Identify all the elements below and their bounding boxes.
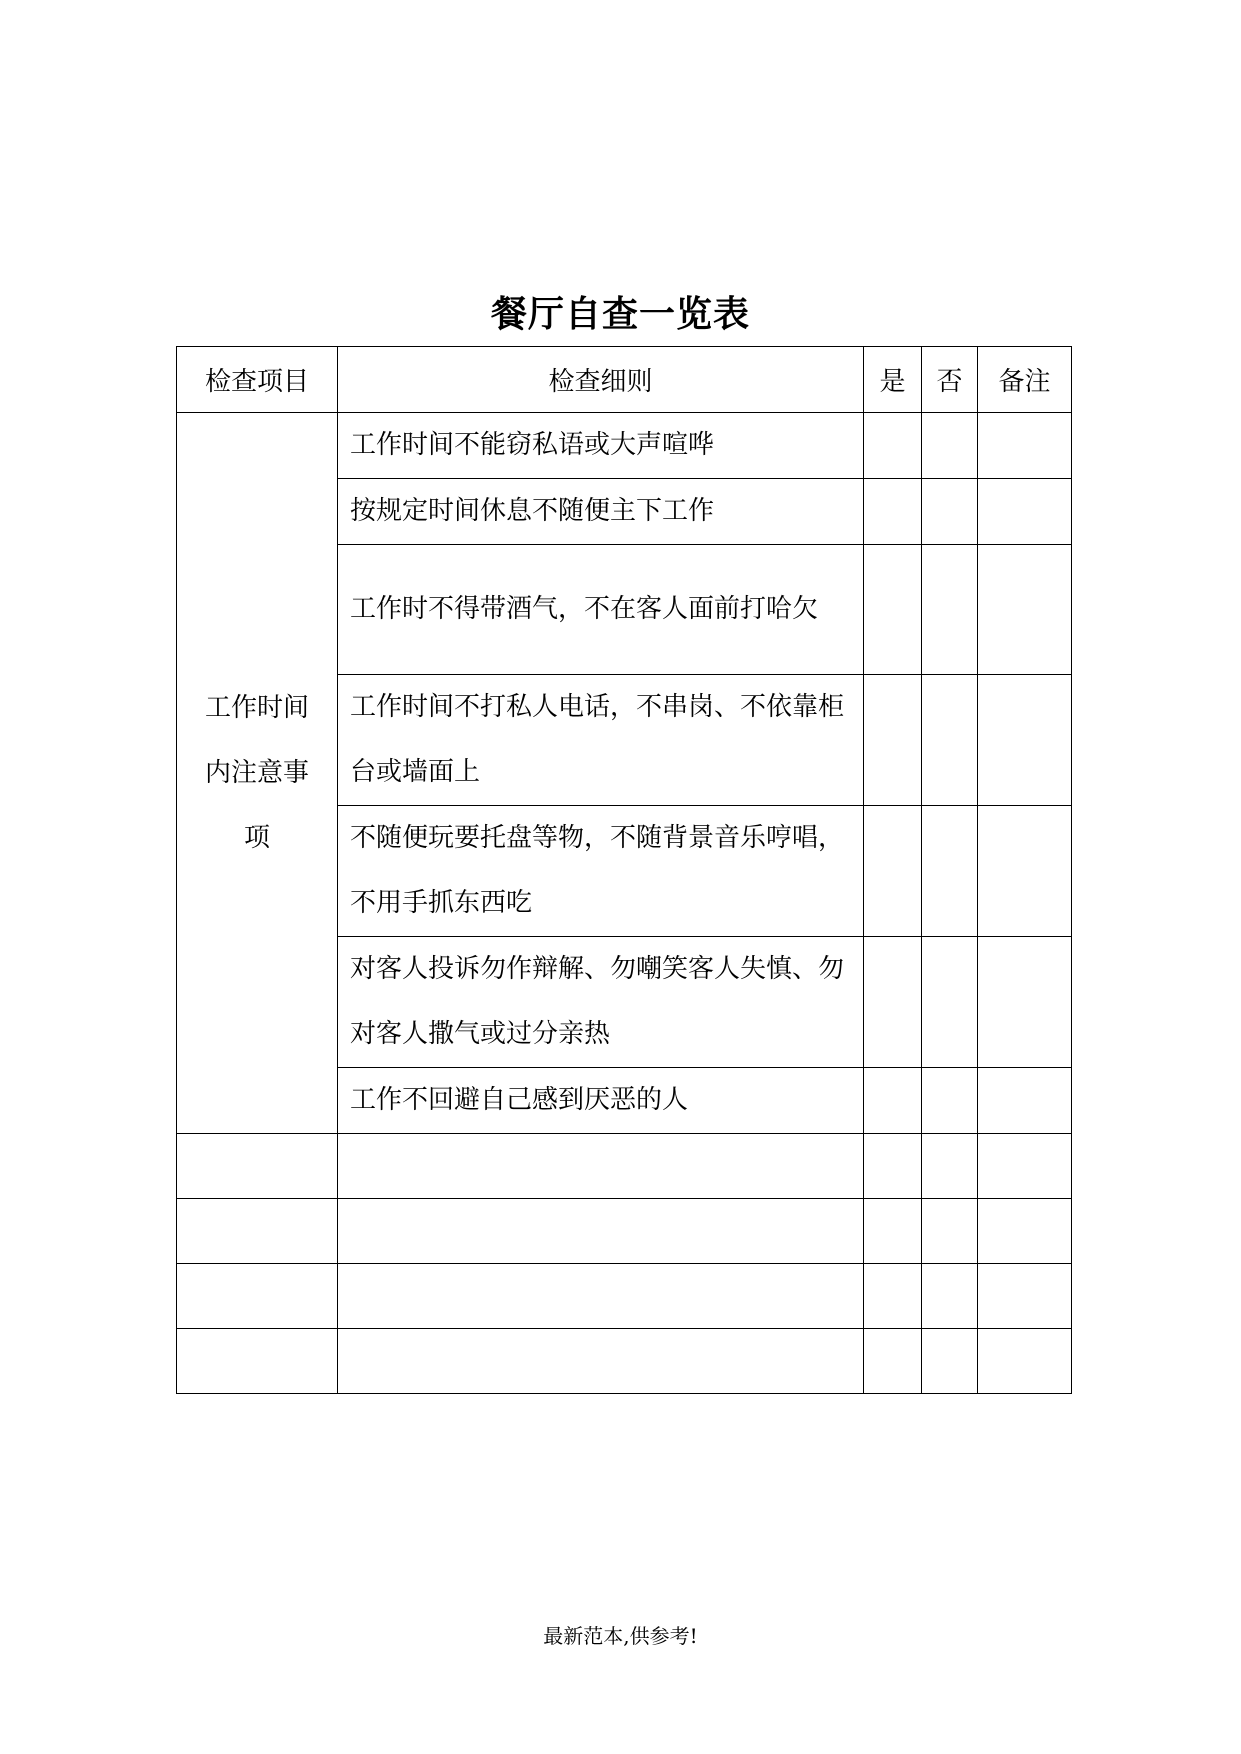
no-cell[interactable] (922, 1329, 978, 1394)
no-cell[interactable] (922, 413, 978, 479)
remark-cell[interactable] (978, 1329, 1072, 1394)
remark-cell[interactable] (978, 675, 1072, 806)
empty-detail-cell[interactable] (338, 1329, 864, 1394)
yes-cell[interactable] (864, 413, 922, 479)
empty-item-cell[interactable] (177, 1199, 338, 1264)
yes-cell[interactable] (864, 1068, 922, 1134)
yes-cell[interactable] (864, 1199, 922, 1264)
remark-cell[interactable] (978, 1264, 1072, 1329)
no-cell[interactable] (922, 545, 978, 675)
remark-cell[interactable] (978, 479, 1072, 545)
empty-row (177, 1329, 1072, 1394)
remark-cell[interactable] (978, 1199, 1072, 1264)
detail-cell: 对客人投诉勿作辩解、勿嘲笑客人失慎、勿对客人撒气或过分亲热 (338, 937, 864, 1068)
header-remark: 备注 (978, 347, 1072, 413)
no-cell[interactable] (922, 1068, 978, 1134)
document-title: 餐厅自查一览表 (490, 294, 750, 335)
no-cell[interactable] (922, 1134, 978, 1199)
empty-detail-cell[interactable] (338, 1264, 864, 1329)
remark-cell[interactable] (978, 545, 1072, 675)
empty-detail-cell[interactable] (338, 1199, 864, 1264)
inspection-table (176, 346, 1072, 1394)
yes-cell[interactable] (864, 937, 922, 1068)
table-header-row (177, 347, 1072, 413)
detail-cell: 工作时间不能窃私语或大声喧哗 (338, 413, 864, 479)
remark-cell[interactable] (978, 1134, 1072, 1199)
empty-detail-cell[interactable] (338, 1134, 864, 1199)
header-detail: 检查细则 (338, 347, 864, 413)
footer-note: 最新范本,供参考! (543, 1624, 698, 1648)
yes-cell[interactable] (864, 1329, 922, 1394)
no-cell[interactable] (922, 937, 978, 1068)
yes-cell[interactable] (864, 479, 922, 545)
yes-cell[interactable] (864, 1134, 922, 1199)
detail-cell: 工作时不得带酒气，不在客人面前打哈欠 (338, 545, 864, 675)
no-cell[interactable] (922, 675, 978, 806)
no-cell[interactable] (922, 479, 978, 545)
remark-cell[interactable] (978, 1068, 1072, 1134)
header-item: 检查项目 (177, 347, 338, 413)
detail-cell: 不随便玩要托盘等物，不随背景音乐哼唱，不用手抓东西吃 (338, 806, 864, 937)
category-cell: 工作时间内注意事项 (177, 413, 338, 1134)
no-cell[interactable] (922, 806, 978, 937)
no-cell[interactable] (922, 1199, 978, 1264)
empty-item-cell[interactable] (177, 1264, 338, 1329)
remark-cell[interactable] (978, 806, 1072, 937)
no-cell[interactable] (922, 1264, 978, 1329)
yes-cell[interactable] (864, 675, 922, 806)
header-no: 否 (922, 347, 978, 413)
remark-cell[interactable] (978, 413, 1072, 479)
header-yes: 是 (864, 347, 922, 413)
yes-cell[interactable] (864, 806, 922, 937)
yes-cell[interactable] (864, 545, 922, 675)
empty-row (177, 1134, 1072, 1199)
detail-cell: 工作不回避自己感到厌恶的人 (338, 1068, 864, 1134)
empty-row (177, 1264, 1072, 1329)
table-row (177, 413, 1072, 479)
remark-cell[interactable] (978, 937, 1072, 1068)
detail-cell: 工作时间不打私人电话，不串岗、不依靠柜台或墙面上 (338, 675, 864, 806)
empty-item-cell[interactable] (177, 1134, 338, 1199)
detail-cell: 按规定时间休息不随便主下工作 (338, 479, 864, 545)
empty-row (177, 1199, 1072, 1264)
empty-item-cell[interactable] (177, 1329, 338, 1394)
yes-cell[interactable] (864, 1264, 922, 1329)
